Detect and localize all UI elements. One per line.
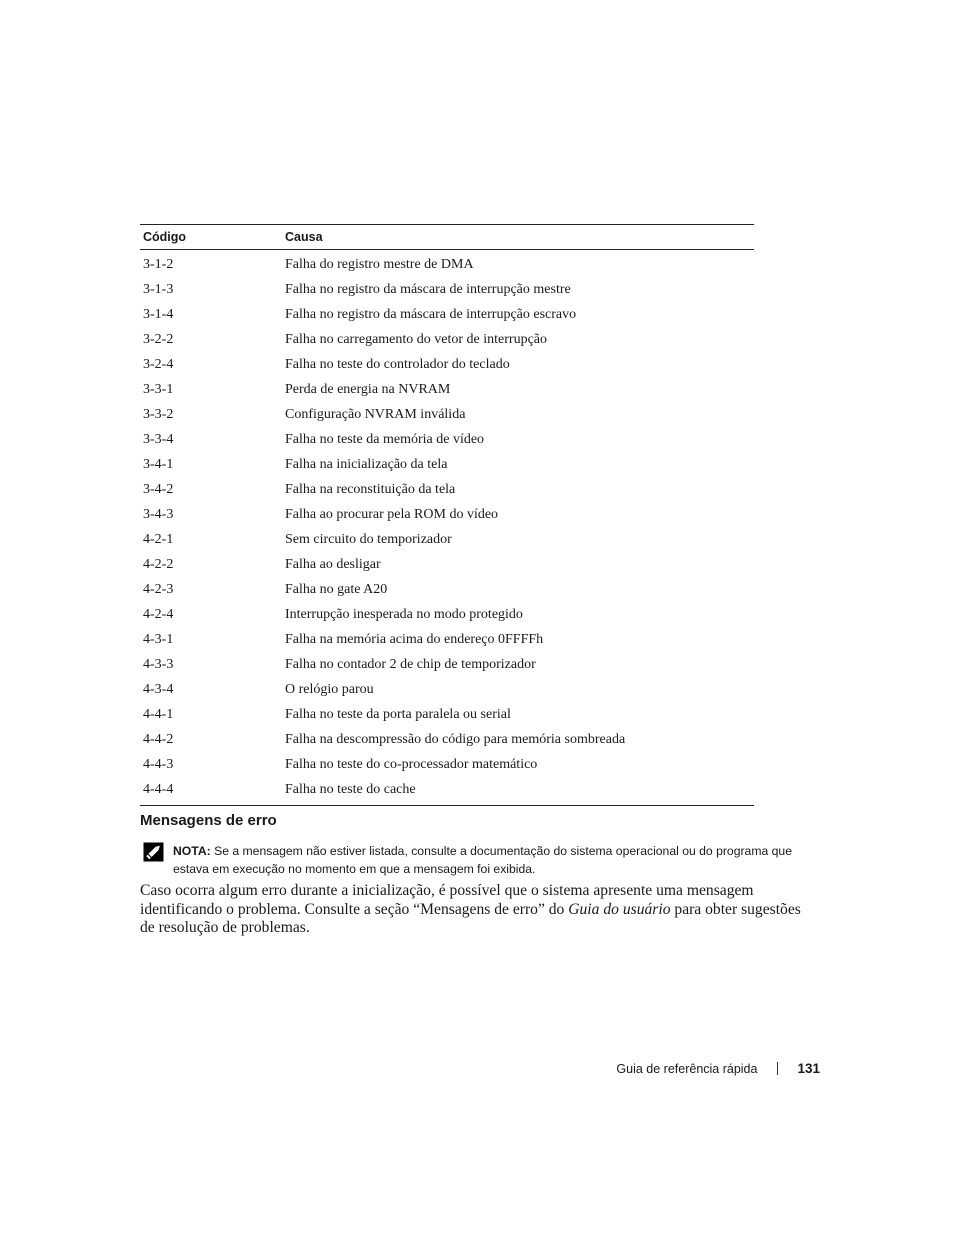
table-row [140, 777, 754, 806]
table-row [140, 377, 754, 402]
code-cell: 3-1-2 [143, 256, 174, 272]
code-cell: 3-1-4 [143, 306, 174, 322]
cause-cell: Falha no teste da memória de vídeo [285, 431, 485, 447]
page-footer [616, 1061, 820, 1076]
code-cell: 3-2-4 [143, 356, 174, 372]
code-cell: 4-2-4 [143, 606, 174, 622]
table-row [140, 502, 754, 527]
code-cell: 3-3-1 [143, 381, 174, 397]
cause-cell: Falha na memória acima do endereço 0FFFFh [285, 631, 544, 647]
table-row [140, 752, 754, 777]
user-guide-title: Guia do usuário [568, 900, 671, 918]
table-row [140, 527, 754, 552]
table-body [140, 250, 754, 806]
cause-cell: Falha no contador 2 de chip de temporizador [285, 656, 536, 672]
code-cell: 3-4-3 [143, 506, 174, 522]
code-cell: 4-4-1 [143, 706, 174, 722]
table-row [140, 627, 754, 652]
table-row [140, 477, 754, 502]
code-cell: 4-2-1 [143, 531, 174, 547]
cause-cell: Falha no teste do co-processador matemático [285, 756, 538, 772]
table-row [140, 277, 754, 302]
note-label: NOTA: [173, 844, 211, 858]
cause-cell: Configuração NVRAM inválida [285, 406, 466, 422]
code-cell: 4-4-2 [143, 731, 174, 747]
note-body: Se a mensagem não estiver listada, consulte a documentação do sistema operacional ou do programa que estava em execução no momento em que a mensagem foi exibida. [173, 844, 792, 876]
column-header-code: Código [140, 225, 282, 250]
body-paragraph [140, 882, 810, 938]
cause-cell: Falha no registro da máscara de interrupção mestre [285, 281, 571, 297]
cause-cell: Falha no carregamento do vetor de interrupção [285, 331, 548, 347]
cause-cell: Falha na reconstituição da tela [285, 481, 456, 497]
note-text [173, 842, 813, 878]
table-header-row [140, 225, 754, 250]
code-cell: 3-3-2 [143, 406, 174, 422]
table-row [140, 652, 754, 677]
column-header-cause: Causa [282, 225, 754, 250]
page-number: 131 [797, 1061, 820, 1076]
table-row [140, 302, 754, 327]
cause-cell: Falha ao procurar pela ROM do vídeo [285, 506, 499, 522]
table-row [140, 552, 754, 577]
cause-cell: Falha no teste do controlador do teclado [285, 356, 510, 372]
code-cell: 4-3-3 [143, 656, 174, 672]
cause-cell: Falha do registro mestre de DMA [285, 256, 474, 272]
cause-cell: Falha no gate A20 [285, 581, 388, 597]
section-heading: Mensagens de erro [140, 812, 277, 829]
table-row [140, 727, 754, 752]
cause-cell: Falha no teste do cache [285, 781, 416, 797]
footer-separator [777, 1062, 778, 1075]
beep-code-table [140, 224, 754, 806]
code-cell: 4-3-1 [143, 631, 174, 647]
cause-cell: Falha no registro da máscara de interrupção escravo [285, 306, 577, 322]
code-cell: 3-4-1 [143, 456, 174, 472]
paragraph-text-end: para obter sugestões de resolução de problemas. [140, 900, 801, 936]
cause-cell: Interrupção inesperada no modo protegido [285, 606, 523, 622]
table-row [140, 702, 754, 727]
table-row [140, 577, 754, 602]
table-row [140, 352, 754, 377]
code-cell: 4-3-4 [143, 681, 174, 697]
cause-cell: Falha na inicialização da tela [285, 456, 448, 472]
cause-cell: O relógio parou [285, 681, 374, 697]
code-cell: 3-4-2 [143, 481, 174, 497]
code-cell: 4-2-2 [143, 556, 174, 572]
paragraph-text-start: Caso ocorra algum erro durante a inicialização, é possível que o sistema apresente uma mensagem identificando o problema. Consulte a seção “Mensagens de erro” do [140, 882, 754, 918]
cause-cell: Falha na descompressão do código para memória sombreada [285, 731, 626, 747]
cause-cell: Falha no teste da porta paralela ou serial [285, 706, 511, 722]
code-cell: 4-4-3 [143, 756, 174, 772]
code-cell: 3-1-3 [143, 281, 174, 297]
table-row [140, 327, 754, 352]
cause-cell: Perda de energia na NVRAM [285, 381, 451, 397]
table-row [140, 402, 754, 427]
table-row [140, 452, 754, 477]
footer-title: Guia de referência rápida [616, 1061, 758, 1076]
cause-cell: Sem circuito do temporizador [285, 531, 452, 547]
table-row [140, 677, 754, 702]
cause-cell: Falha ao desligar [285, 556, 381, 572]
pencil-note-icon [143, 842, 165, 862]
code-cell: 3-2-2 [143, 331, 174, 347]
code-cell: 3-3-4 [143, 431, 174, 447]
table-row [140, 602, 754, 627]
table-row [140, 250, 754, 278]
code-cell: 4-4-4 [143, 781, 174, 797]
code-cell: 4-2-3 [143, 581, 174, 597]
table-row [140, 427, 754, 452]
